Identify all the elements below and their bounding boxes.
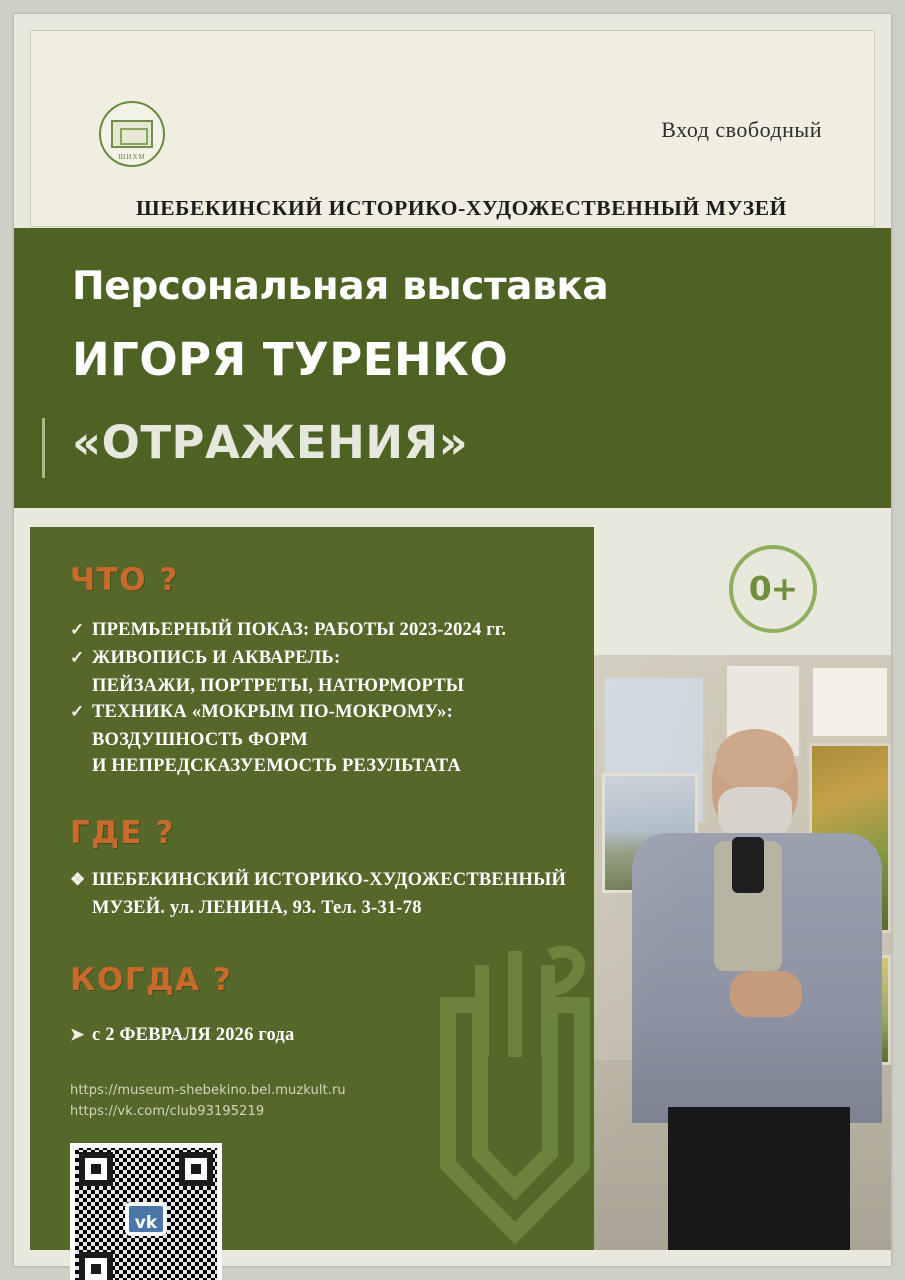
title-accent-bar [42,418,45,478]
list-item-text: ЖИВОПИСЬ И АКВАРЕЛЬ: [92,648,341,668]
section-list-when [70,1022,570,1050]
qr-finder-icon [79,1152,113,1186]
links-block [70,1080,346,1122]
free-entry-text: Вход свободный [661,117,822,142]
list-item-subtext: МУЗЕЙ. ул. ЛЕНИНА, 93. Тел. 3-31-78 [92,898,422,918]
list-item [70,699,570,725]
museum-website-link[interactable]: https://museum-shebekino.bel.muzkult.ru [70,1083,346,1098]
list-item [70,867,570,893]
arrow-bullet-icon: ➤ [70,1025,85,1044]
section-heading-when: КОГДА ? [70,962,233,998]
title-line-1: Персональная выставка [72,264,609,309]
content-panel [30,527,594,1250]
qr-finder-icon [79,1252,113,1280]
museum-logo-icon [99,101,165,167]
list-item [70,645,570,671]
title-band [14,228,891,508]
list-item-text: ПРЕМЬЕРНЫЙ ПОКАЗ: РАБОТЫ 2023-2024 гг. [92,620,507,640]
list-item-text: ТЕХНИКА «МОКРЫМ ПО-МОКРОМУ»: [92,702,453,722]
age-rating-badge: 0+ [729,545,817,633]
vk-icon: vk [125,1202,167,1236]
title-line-3: «ОТРАЖЕНИЯ» [72,416,469,469]
section-heading-what: ЧТО ? [70,562,179,598]
list-item-subtext: И НЕПРЕДСКАЗУЕМОСТЬ РЕЗУЛЬТАТА [92,756,461,776]
list-item-subtext: ПЕЙЗАЖИ, ПОРТРЕТЫ, НАТЮРМОРТЫ [92,676,465,696]
qr-finder-icon [179,1152,213,1186]
section-heading-where: ГДЕ ? [70,815,175,851]
list-item-subtext: ВОЗДУШНОСТЬ ФОРМ [92,730,308,750]
vk-group-link[interactable]: https://vk.com/club93195219 [70,1104,265,1119]
photo-gloss [594,655,891,1250]
diamond-bullet-icon: ❖ [70,870,86,889]
list-item [70,617,570,643]
museum-name: ШЕБЕКИНСКИЙ ИСТОРИКО-ХУДОЖЕСТВЕННЫЙ МУЗЕЙ [135,196,788,220]
header-band [30,30,875,227]
list-item [70,1022,570,1048]
artist-photo [594,655,891,1250]
check-icon: ✓ [70,648,85,667]
list-item-text: ШЕБЕКИНСКИЙ ИСТОРИКО-ХУДОЖЕСТВЕННЫЙ [92,870,567,890]
logo-inner-shape [111,120,153,148]
qr-code[interactable] [70,1143,222,1280]
check-icon: ✓ [70,702,85,721]
list-item-text: с 2 ФЕВРАЛЯ 2026 года [92,1025,295,1045]
title-line-2: ИГОРЯ ТУРЕНКО [72,333,509,386]
section-list-what [70,617,570,779]
check-icon: ✓ [70,620,85,639]
section-list-where [70,867,570,921]
logo-label: ШИХМ [118,153,146,161]
